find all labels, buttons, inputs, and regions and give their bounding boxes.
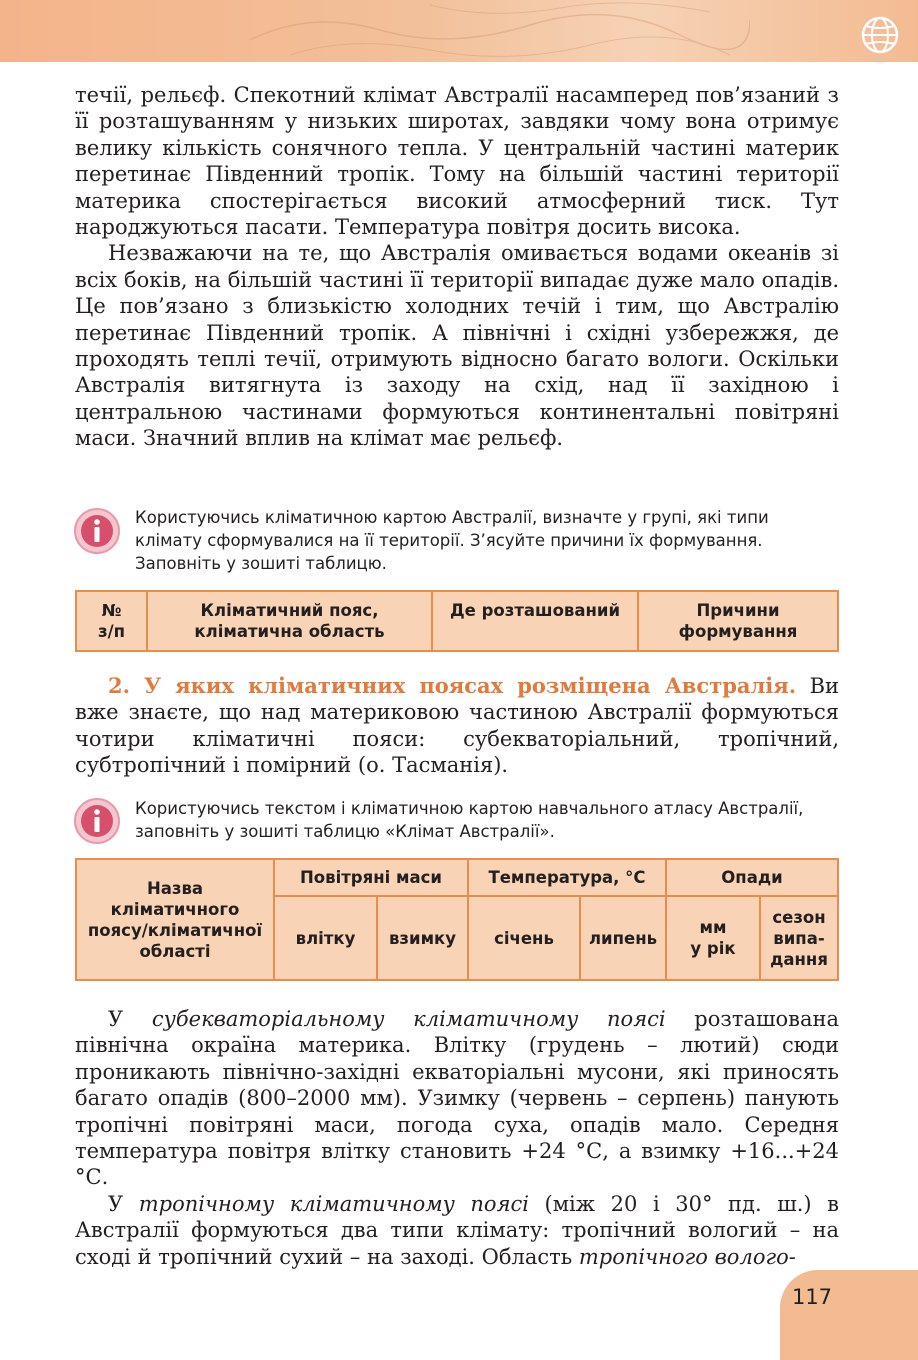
task-instruction: Користуючись текстом і кліматичною картою навчального атласу Австралії, заповніть у зошиті таблицю «Клімат Австралії».	[135, 799, 804, 841]
info-icon	[73, 797, 121, 845]
section-2-text	[75, 673, 839, 779]
climate-table-2	[75, 858, 839, 981]
map-decoration-icon	[230, 0, 750, 62]
table-header-cell: січень	[468, 896, 580, 980]
info-icon	[73, 507, 121, 555]
table-header-cell: взимку	[377, 896, 468, 980]
table-header-cell: Де розташований	[432, 591, 638, 651]
body-text-top	[75, 82, 839, 452]
body-text-bottom	[75, 1006, 839, 1270]
table-header-cell: влітку	[274, 896, 377, 980]
page-number-tab	[780, 1270, 918, 1360]
climate-table-1	[75, 590, 839, 652]
globe-icon	[860, 15, 900, 55]
table-header-cell: мм у рік	[666, 896, 760, 980]
paragraph: Незважаючи на те, що Австралія омивається водами океанів зі всіх боків, на більшій частині її території випадає дуже мало опадів. Це пов’язано з близькістю холодних течій і тим, що Австралію перетинає Південний тропік. А північні і східні узбережжя, де проходять теплі течії, отримують відносно багато вологи. Оскільки Австралія витягнута із заходу на схід, над її західною і центральною частинами формуються континентальні повітряні маси. Значний вплив на клімат має рельєф.	[75, 241, 839, 451]
table-header-cell: Причини формування	[638, 591, 838, 651]
table-header-cell: Назва кліматичного поясу/кліматичної області	[76, 859, 274, 980]
table-header-cell: липень	[580, 896, 666, 980]
task-instruction: Користуючись кліматичною картою Австралії, визначте у групі, які типи клімату сформувалися на її території. З’ясуйте причини їх формування. Заповніть у зошиті таблицю.	[135, 508, 769, 573]
table-header-cell: Повітряні маси	[274, 859, 468, 896]
paragraph: течії, рельєф. Спекотний клімат Австралії насамперед пов’язаний з її розташуванням у низьких широтах, завдяки чому вона отримує велику кількість сонячного тепла. У центральній частині материк перетинає Південний тропік. Тому на більшій частині території материка спостерігається високий атмосферний тиск. Тут народжуються пасати. Температура повітря досить висока.	[75, 83, 839, 240]
section-text: Ви вже знаєте, що над материковою частиною Австралії формуються чотири кліматичні пояси: субекваторіальний, тропічний, субтропічний і помірний (о. Тасманія).	[75, 674, 839, 778]
table-header-cell: Кліматичний пояс, кліматична область	[147, 591, 432, 651]
section-heading: 2. У яких кліматичних поясах розміщена Австралія.	[108, 673, 797, 698]
table-header-cell: Температура, °С	[468, 859, 666, 896]
paragraph: У тропічному кліматичному поясі (між 20 і 30° пд. ш.) в Австралії формуються два типи клімату: тропічний вологий – на сході й тропічний сухий – на заході. Область тропічного волого-	[75, 1191, 839, 1269]
table-header-cell: Опади	[666, 859, 838, 896]
page-number: 117	[791, 1285, 833, 1309]
table-header-cell: № з/п	[76, 591, 147, 651]
table-header-cell: сезон випа- дання	[760, 896, 838, 980]
paragraph: У субекваторіальному кліматичному поясі розташована північна окраїна материка. Влітку (грудень – лютий) сюди проникають північно-західні екваторіальні мусони, які приносять багато опадів (800–2000 мм). Узимку (червень – серпень) панують тропічні повітряні маси, погода суха, опадів мало. Середня температура повітря влітку становить +24 °С, а взимку +16...+24 °С.	[75, 1007, 839, 1190]
page-header	[0, 0, 918, 62]
